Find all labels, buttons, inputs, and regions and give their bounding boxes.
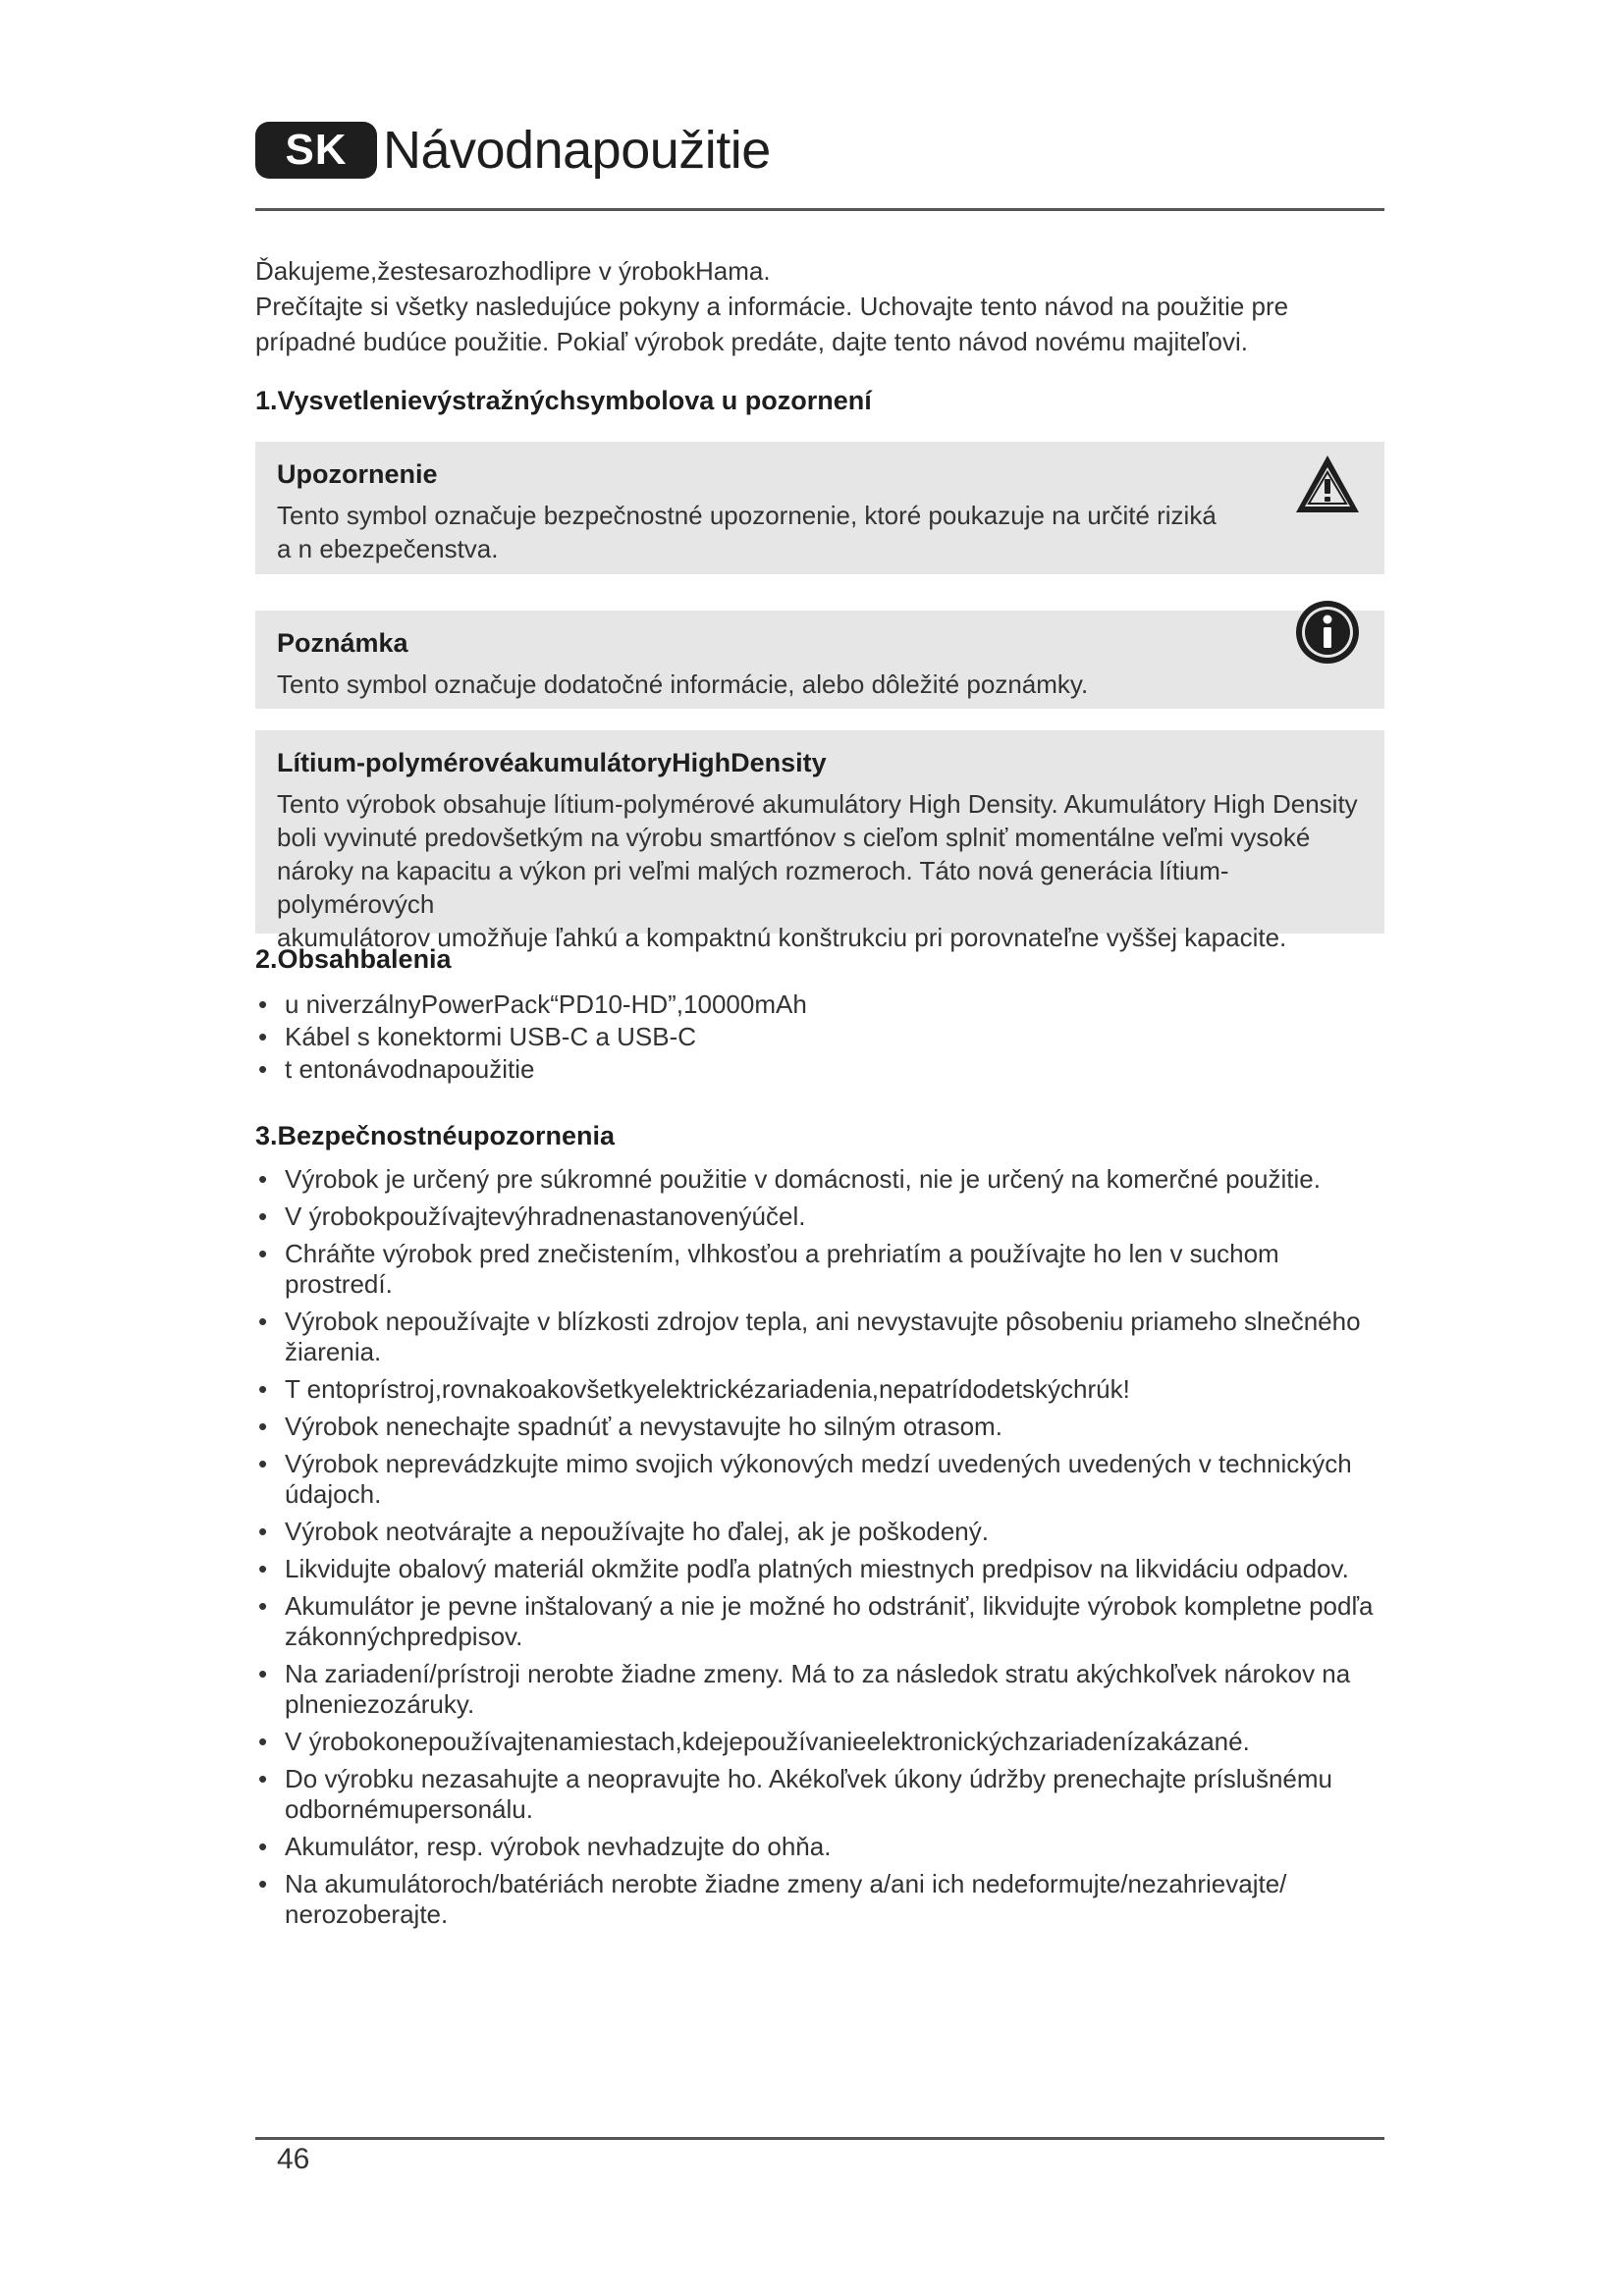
lipo-title: Lítium-polymérovéakumulátoryHighDensity [277, 748, 827, 777]
warning-title: Upozornenie [277, 459, 438, 489]
warning-box [255, 442, 1384, 574]
lipo-text-line: Tento výrobok obsahuje lítium-polymérové akumulátory High Density. Akumulátory High Density [277, 789, 1358, 819]
list-item: • Výrobok nenechajte spadnúť a nevystavujte ho silným otrasom. [255, 1412, 1384, 1442]
list-item: • Výrobok nepoužívajte v blízkosti zdrojov tepla, ani nevystavujte pôsobeniu priameho slnečného žiarenia. [255, 1307, 1384, 1367]
warning-text-line: Tento symbol označuje bezpečnostné upozornenie, ktoré poukazuje na určité riziká [277, 501, 1217, 530]
safety-notes-list [255, 1164, 1384, 1937]
header-divider [255, 208, 1384, 211]
list-item: • t entonávodnapoužitie [255, 1054, 1384, 1085]
section-heading-contents: 2.Obsahbalenia [255, 944, 452, 974]
note-text-line: Tento symbol označuje dodatočné informácie, alebo dôležité poznámky. [277, 669, 1089, 699]
note-title: Poznámka [277, 628, 408, 658]
list-item: • Výrobok neprevádzkujte mimo svojich výkonových medzí uvedených uvedených v technických údajoch. [255, 1449, 1384, 1510]
info-icon [1292, 597, 1363, 667]
list-item: • u niverzálnyPowerPack“PD10-HD”,10000mAh [255, 989, 1384, 1020]
language-badge: SK [255, 122, 377, 179]
lipo-text-line: boli vyvinuté predovšetkým na výrobu smartfónov s cieľom splniť momentálne veľmi vysoké [277, 823, 1311, 852]
list-item: • V ýrobokonepoužívajtenamiestach,kdejepoužívanieelektronickýchzariadenízakázané. [255, 1727, 1384, 1757]
manual-page [255, 0, 1384, 2296]
page-title: Návodnapoužitie [383, 121, 771, 180]
intro-instructions: Prečítajte si všetky nasledujúce pokyny a informácie. Uchovajte tento návod na použitie pre prípadné budúce použitie. Pokiaľ výrobok predáte, dajte tento návod novému majiteľovi. [255, 292, 1289, 356]
list-item: • Akumulátor je pevne inštalovaný a nie je možné ho odstrániť, likvidujte výrobok kompletne podľa zákonnýchpredpisov. [255, 1591, 1384, 1652]
page-number: 46 [277, 2143, 310, 2175]
list-item: • Chráňte výrobok pred znečistením, vlhkosťou a prehriatím a používajte ho len v suchom prostredí. [255, 1239, 1384, 1300]
footer-divider [255, 2137, 1384, 2140]
list-item: • Do výrobku nezasahujte a neopravujte ho. Akékoľvek úkony údržby prenechajte príslušnému odbornémupersonálu. [255, 1764, 1384, 1825]
warning-text-line: a n ebezpečenstva. [277, 534, 499, 563]
warning-triangle-icon [1292, 450, 1363, 520]
lipo-info-box [255, 730, 1384, 952]
list-item: • Výrobok neotvárajte a nepoužívajte ho ďalej, ak je poškodený. [255, 1517, 1384, 1547]
section-heading-safety: 3.Bezpečnostnéupozornenia [255, 1121, 616, 1150]
page-header [255, 116, 1384, 185]
lipo-text-line: nároky na kapacitu a výkon pri veľmi malých rozmeroch. Táto nová generácia lítium-polymérových [277, 856, 1229, 919]
intro-text [255, 253, 1384, 359]
list-item: • Výrobok je určený pre súkromné použitie v domácnosti, nie je určený na komerčné použitie. [255, 1164, 1384, 1195]
list-item: • V ýrobokpoužívajtevýhradnenastanovenýúčel. [255, 1201, 1384, 1232]
list-item: • Na akumulátoroch/batériách nerobte žiadne zmeny a/ani ich nedeformujte/nezahrievajte/ nerozoberajte. [255, 1869, 1384, 1930]
package-contents-list [255, 989, 1384, 1087]
list-item: • T entoprístroj,rovnakoakovšetkyelektrickézariadenia,nepatrídodetskýchrúk! [255, 1374, 1384, 1405]
list-item: • Na zariadení/prístroji nerobte žiadne zmeny. Má to za následok stratu akýchkoľvek nárokov na plneniezozáruky. [255, 1659, 1384, 1720]
list-item: • Likvidujte obalový materiál okmžite podľa platných miestnych predpisov na likvidáciu odpadov. [255, 1554, 1384, 1584]
intro-thanks: Ďakujeme,žestesarozhodlipre v ýrobokHama. [255, 256, 771, 286]
lipo-text-line: akumulátorov umožňuje ľahkú a kompaktnú konštrukciu pri porovnateľne vyššej kapacite. [277, 923, 1287, 952]
list-item: • Akumulátor, resp. výrobok nevhadzujte do ohňa. [255, 1832, 1384, 1862]
list-item: • Kábel s konektormi USB-C a USB-C [255, 1022, 1384, 1052]
section-heading-symbols: 1.Vysvetlenievýstražnýchsymbolova u pozornení [255, 386, 872, 415]
note-box [255, 611, 1384, 709]
